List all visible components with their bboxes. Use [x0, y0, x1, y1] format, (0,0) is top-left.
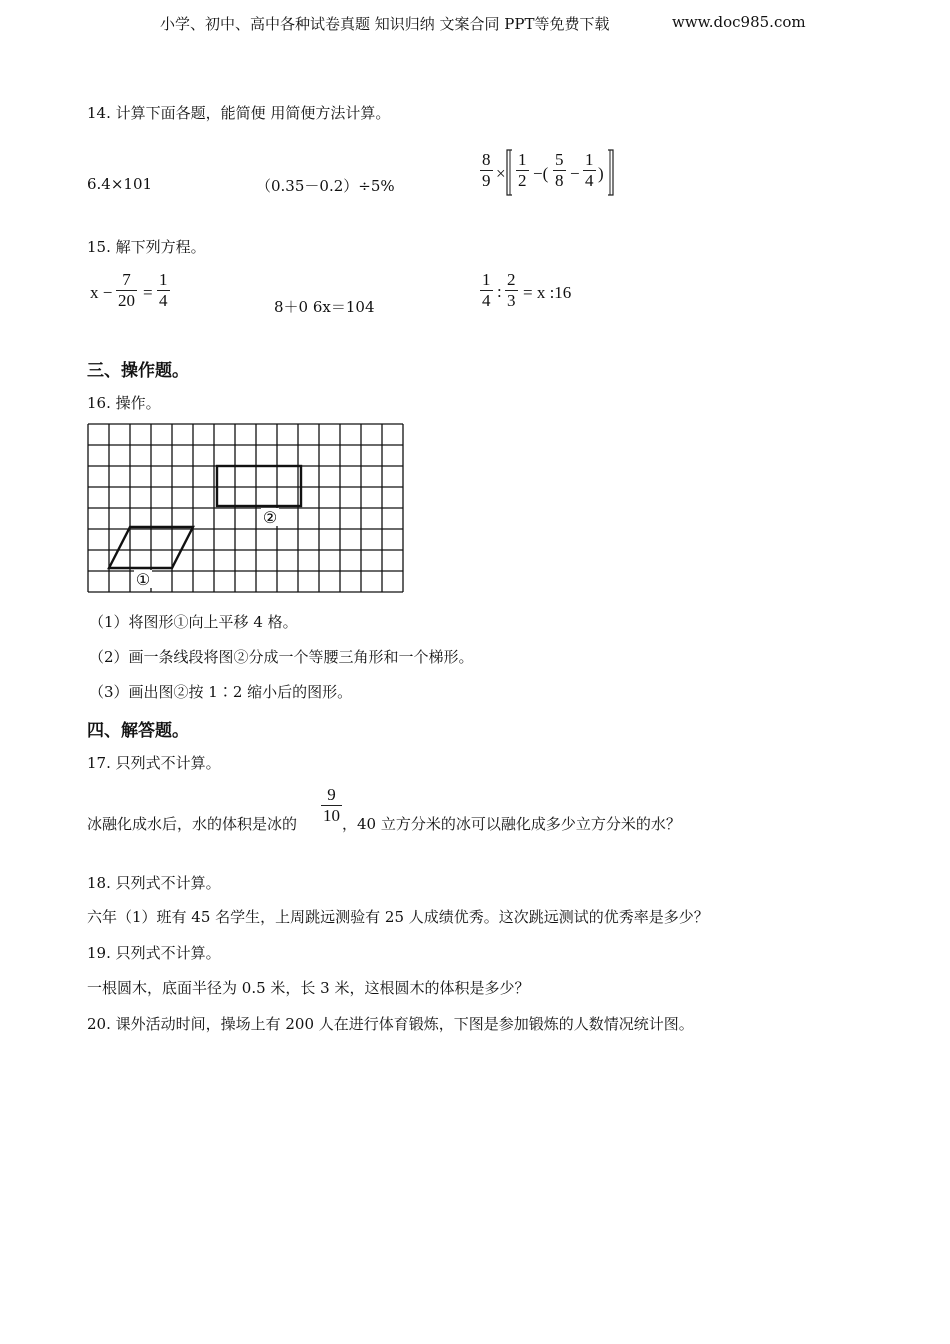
q15-eq1-x: x − [90, 283, 113, 302]
q15-eq3-frac1: $\frac{1}{4}$ [482, 270, 491, 310]
q15-eq3-frac2: $\frac{2}{3}$ [507, 270, 516, 310]
figure2-label: ② [262, 510, 278, 527]
q17-text-before: 冰融化成水后，水的体积是冰的 [87, 815, 298, 833]
header-site-link[interactable]: www.doc985.com [672, 13, 806, 31]
q17-stem: 17. 只列式不计算。 [87, 754, 221, 772]
q15-eq2: 8＋0 6x＝104 [274, 298, 375, 316]
q16-stem: 16. 操作。 [87, 394, 161, 412]
q15-eq3-rest: = x :16 [523, 283, 572, 302]
figure1-label: ① [135, 572, 151, 589]
q17-fraction: $\frac{9}{10}$ [323, 785, 340, 825]
figure2-rectangle [217, 466, 301, 506]
q14-expr1: 6.4×101 [87, 175, 153, 193]
q15-eq1-equals: = [143, 283, 153, 302]
q14-frac1: $\frac{8}{9}$ [482, 150, 491, 190]
q16-sub3: （3）画出图②按 1∶2 缩小后的图形。 [89, 683, 353, 701]
q16-sub2: （2）画一条线段将图②分成一个等腰三角形和一个梯形。 [89, 648, 474, 666]
q15-eq3-colon: : [497, 282, 502, 301]
section4-title: 四、解答题。 [87, 721, 189, 741]
q16-sub1: （1）将图形①向上平移 4 格。 [89, 613, 298, 631]
q15-eq1-frac1: $\frac{7}{20}$ [118, 270, 135, 310]
q14-stem: 14. 计算下面各题，能简便 用简便方法计算。 [87, 104, 391, 122]
q15-eq1-frac2: $\frac{1}{4}$ [159, 270, 168, 310]
q19-text: 一根圆木，底面半径为 0.5 米，长 3 米，这根圆木的体积是多少？ [87, 979, 530, 997]
grid-lines [88, 424, 403, 592]
q14-close-paren: ) [598, 164, 604, 183]
q14-times: × [496, 164, 506, 183]
q14-frac3: $\frac{5}{8}$ [555, 150, 564, 190]
section3-title: 三、操作题。 [87, 361, 189, 381]
header-text: 小学、初中、高中各种试卷真题 知识归纳 文案合同 PPT等免费下载 [160, 15, 610, 33]
q19-stem: 19. 只列式不计算。 [87, 944, 221, 962]
q16-grid-figure [84, 420, 414, 594]
q14-frac2: $\frac{1}{2}$ [518, 150, 527, 190]
q14-minus-paren: −( [533, 164, 549, 183]
q17-text-after: ，40 立方分米的冰可以融化成多少立方分米的水？ [342, 815, 681, 833]
q14-minus: − [570, 164, 580, 183]
q20-stem: 20. 课外活动时间，操场上有 200 人在进行体育锻炼，下图是参加锻炼的人数情况统计图。 [87, 1015, 694, 1033]
q14-expr2: （0.35－0.2）÷5% [256, 177, 395, 195]
q18-text: 六年（1）班有 45 名学生，上周跳远测验有 25 人成绩优秀。这次跳远测试的优秀率是多少？ [87, 908, 709, 926]
q14-frac4: $\frac{1}{4}$ [585, 150, 594, 190]
q15-stem: 15. 解下列方程。 [87, 238, 206, 256]
q18-stem: 18. 只列式不计算。 [87, 874, 221, 892]
